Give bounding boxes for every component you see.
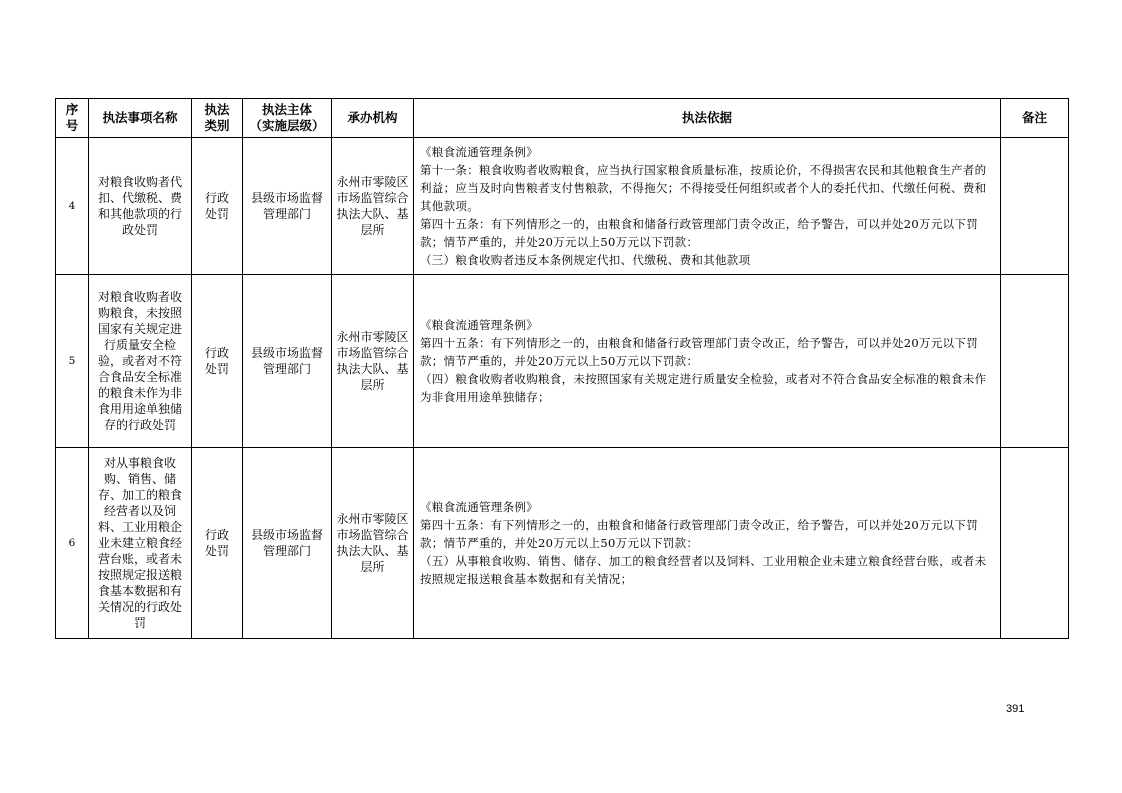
row-org: 永州市零陵区市场监管综合执法大队、基层所 bbox=[332, 448, 414, 639]
basis-line: 《粮食流通管理条例》 bbox=[420, 145, 538, 159]
header-seq: 序号 bbox=[56, 99, 89, 138]
basis-line: 第四十五条：有下列情形之一的，由粮食和储备行政管理部门责令改正，给予警告，可以并处20万元以下罚款；情节严重的，并处20万元以上50万元以下罚款： bbox=[420, 518, 979, 550]
row-seq: 4 bbox=[56, 138, 89, 275]
table-header-row bbox=[56, 99, 1069, 138]
row-basis bbox=[414, 138, 1001, 275]
basis-line: 《粮食流通管理条例》 bbox=[420, 500, 538, 514]
table-row bbox=[56, 138, 1069, 275]
basis-line: 第十一条：粮食收购者收购粮食，应当执行国家粮食质量标准，按质论价，不得损害农民和其他粮食生产者的利益；应当及时向售粮者支付售粮款，不得拖欠；不得接受任何组织或者个人的委托代扣、代缴任何税、费和其他款项。 bbox=[420, 163, 987, 213]
row-category: 行政处罚 bbox=[192, 138, 243, 275]
row-item-name: 对从事粮食收购、销售、储存、加工的粮食经营者以及饲料、工业用粮企业未建立粮食经营台账，或者未按照规定报送粮食基本数据和有关情况的行政处罚 bbox=[89, 448, 192, 639]
header-category: 执法类别 bbox=[192, 99, 243, 138]
row-category: 行政处罚 bbox=[192, 448, 243, 639]
row-item-name: 对粮食收购者收购粮食，未按照国家有关规定进行质量安全检验，或者对不符合食品安全标准的粮食未作为非食用用途单独储存的行政处罚 bbox=[89, 275, 192, 448]
header-subject-line2: （实施层级） bbox=[249, 118, 325, 133]
basis-line: （三）粮食收购者违反本条例规定代扣、代缴税、费和其他款项 bbox=[420, 253, 751, 267]
table-row bbox=[56, 448, 1069, 639]
header-subject bbox=[243, 99, 332, 138]
row-seq: 6 bbox=[56, 448, 89, 639]
header-org: 承办机构 bbox=[332, 99, 414, 138]
row-org: 永州市零陵区市场监管综合执法大队、基层所 bbox=[332, 275, 414, 448]
header-name: 执法事项名称 bbox=[89, 99, 192, 138]
enforcement-table bbox=[55, 98, 1069, 639]
row-seq: 5 bbox=[56, 275, 89, 448]
page-number: 391 bbox=[1006, 703, 1025, 715]
row-basis bbox=[414, 448, 1001, 639]
basis-line: （四）粮食收购者收购粮食，未按照国家有关规定进行质量安全检验，或者对不符合食品安全标准的粮食未作为非食用用途单独储存； bbox=[420, 372, 987, 404]
header-basis: 执法依据 bbox=[414, 99, 1001, 138]
basis-line: （五）从事粮食收购、销售、储存、加工的粮食经营者以及饲料、工业用粮企业未建立粮食经营台账，或者未按照规定报送粮食基本数据和有关情况； bbox=[420, 554, 987, 586]
row-item-name: 对粮食收购者代扣、代缴税、费和其他款项的行政处罚 bbox=[89, 138, 192, 275]
row-remark bbox=[1001, 448, 1069, 639]
row-remark bbox=[1001, 138, 1069, 275]
enforcement-table-container bbox=[55, 98, 1068, 639]
table-row bbox=[56, 275, 1069, 448]
header-remark: 备注 bbox=[1001, 99, 1069, 138]
header-subject-line1: 执法主体 bbox=[261, 102, 312, 117]
row-subject: 县级市场监督管理部门 bbox=[243, 275, 332, 448]
row-subject: 县级市场监督管理部门 bbox=[243, 448, 332, 639]
basis-line: 《粮食流通管理条例》 bbox=[420, 318, 538, 332]
row-subject: 县级市场监督管理部门 bbox=[243, 138, 332, 275]
basis-line: 第四十五条：有下列情形之一的，由粮食和储备行政管理部门责令改正，给予警告，可以并处20万元以下罚款；情节严重的，并处20万元以上50万元以下罚款： bbox=[420, 217, 979, 249]
row-category: 行政处罚 bbox=[192, 275, 243, 448]
row-org: 永州市零陵区市场监管综合执法大队、基层所 bbox=[332, 138, 414, 275]
row-basis bbox=[414, 275, 1001, 448]
row-remark bbox=[1001, 275, 1069, 448]
basis-line: 第四十五条：有下列情形之一的，由粮食和储备行政管理部门责令改正，给予警告，可以并处20万元以下罚款；情节严重的，并处20万元以上50万元以下罚款： bbox=[420, 336, 979, 368]
